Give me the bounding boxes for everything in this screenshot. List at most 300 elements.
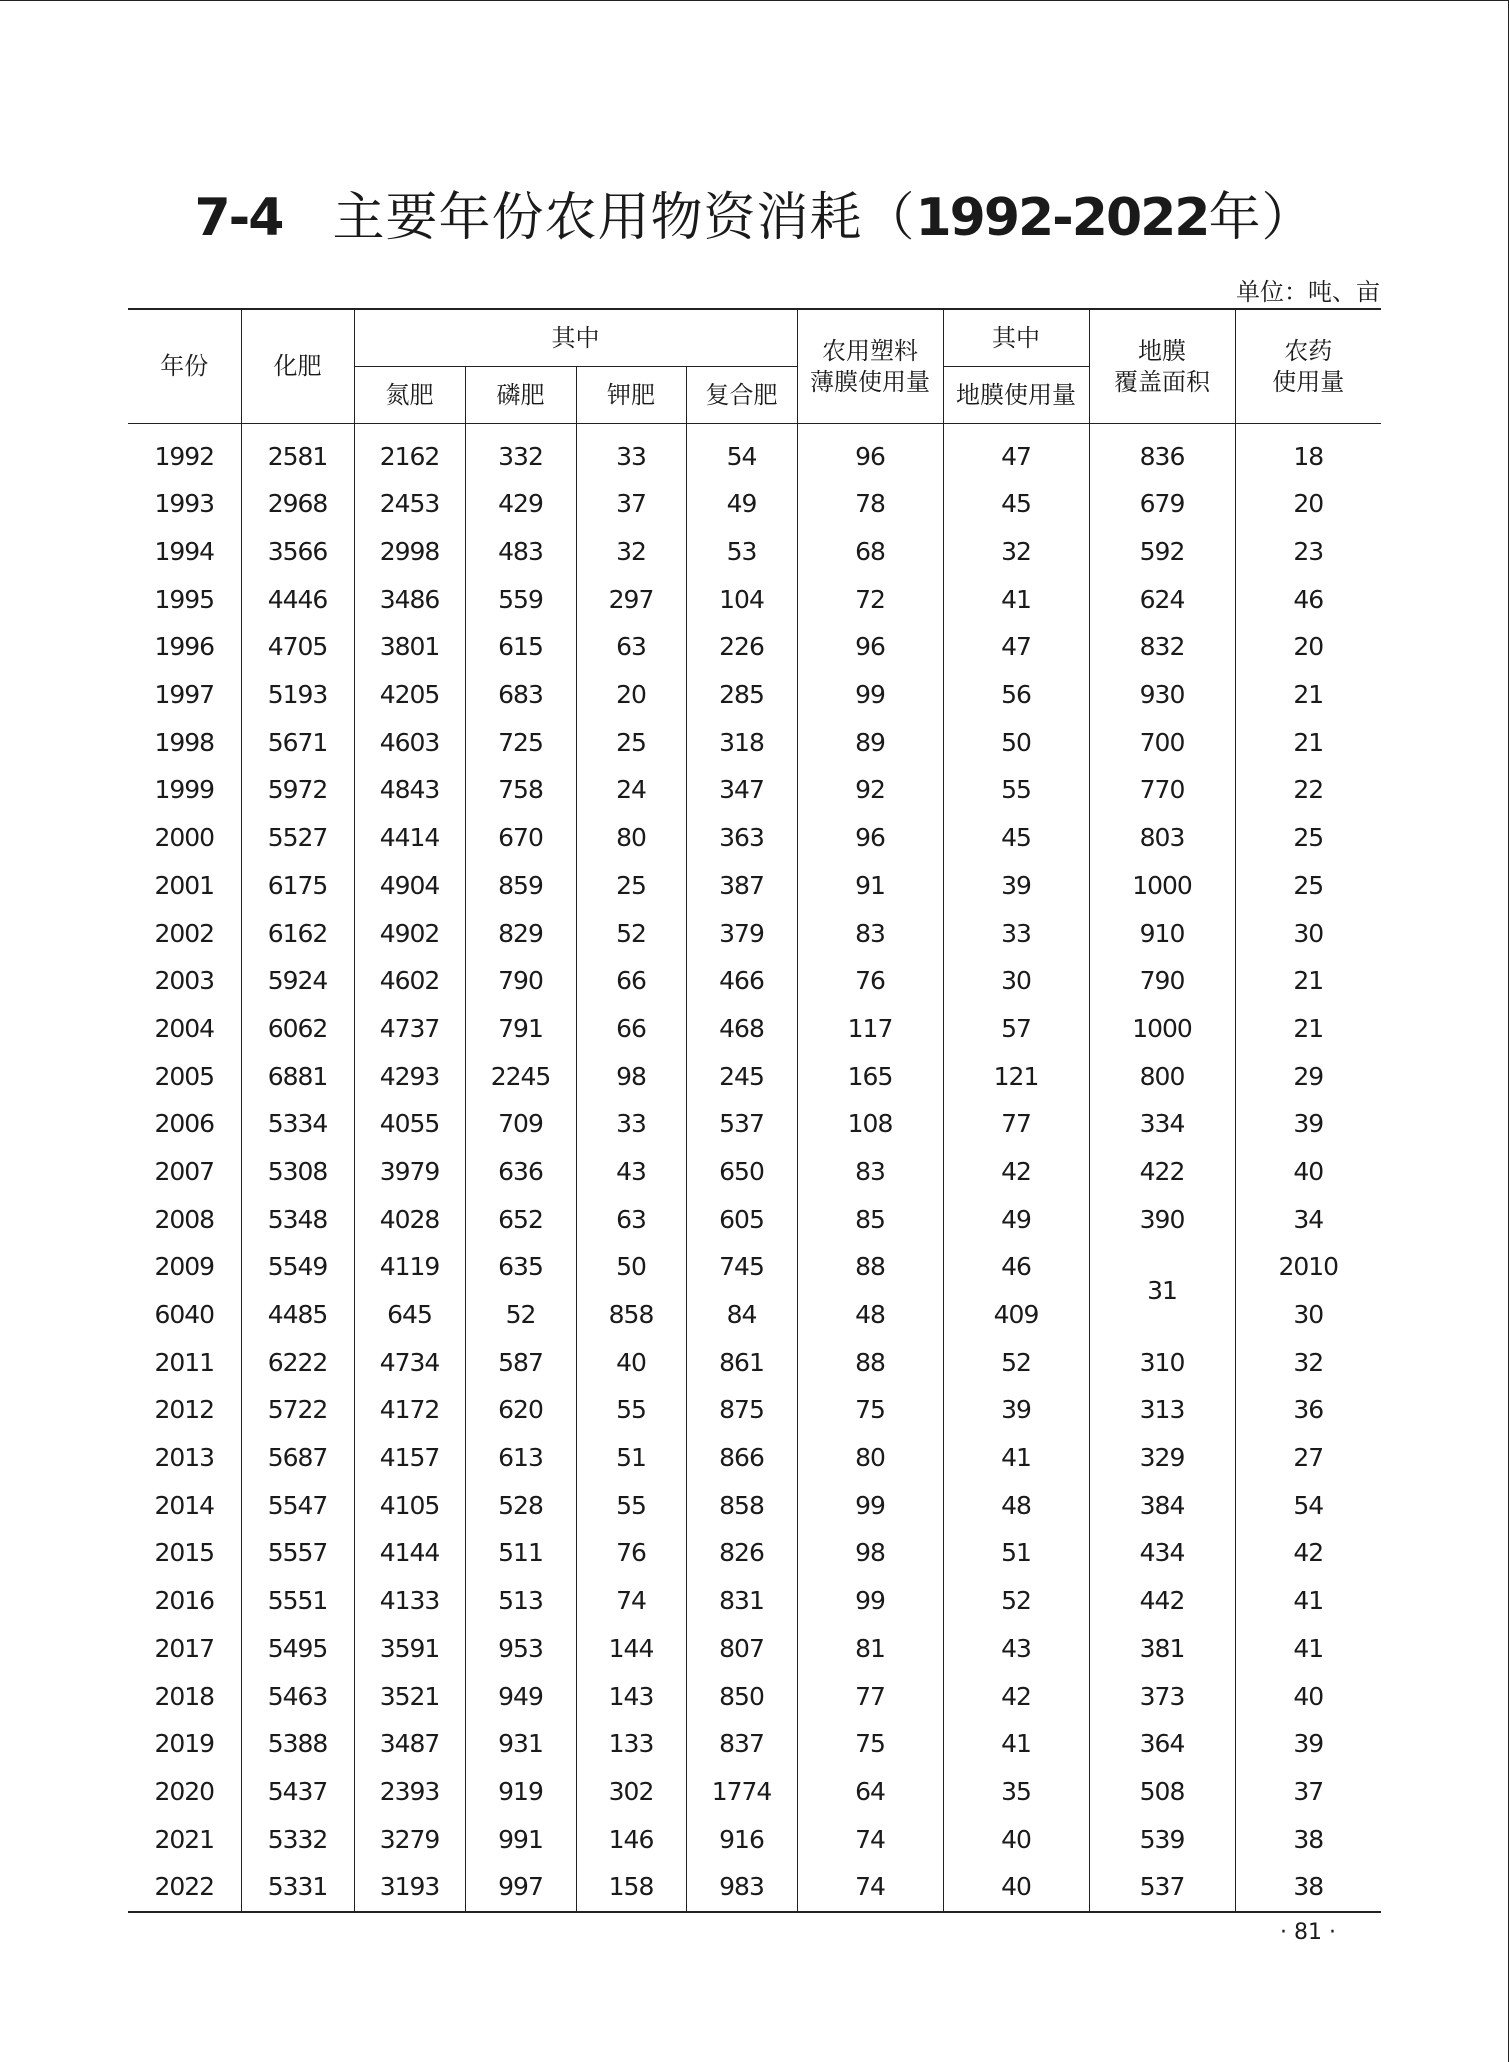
table-cell: 33	[943, 909, 1089, 957]
table-cell: 5671	[241, 718, 354, 766]
table-cell: 636	[465, 1148, 576, 1196]
table-cell: 429	[465, 480, 576, 528]
table-cell: 31	[1089, 1243, 1235, 1338]
table-cell: 51	[943, 1529, 1089, 1577]
table-cell: 99	[797, 1577, 943, 1625]
table-cell: 25	[576, 862, 686, 910]
table-cell: 80	[797, 1434, 943, 1482]
table-cell: 25	[1293, 870, 1324, 900]
table-cell: 74	[797, 1863, 943, 1912]
table-cell: 66	[576, 957, 686, 1005]
table-cell: 364	[1089, 1720, 1235, 1768]
table-cell: 2014	[128, 1481, 241, 1529]
table-cell: 468	[686, 1005, 797, 1053]
table-cell: 4293	[354, 1052, 465, 1100]
table-cell: 37	[1293, 1776, 1324, 1806]
table-cell: 38	[1293, 1824, 1324, 1854]
table-cell: 384	[1089, 1481, 1235, 1529]
table-cell: 47	[943, 424, 1089, 481]
table-cell: 302	[576, 1768, 686, 1816]
table-cell: 21	[1293, 727, 1324, 757]
table-cell: 133	[576, 1720, 686, 1768]
table-row	[128, 1052, 1381, 1100]
table-cell: 41	[1293, 1633, 1324, 1663]
header-of-which-film: 其中	[943, 309, 1089, 367]
table-cell: 592	[1089, 528, 1235, 576]
table-cell: 513	[465, 1577, 576, 1625]
table-cell: 4144	[354, 1529, 465, 1577]
table-cell: 1774	[686, 1768, 797, 1816]
table-cell: 5193	[241, 671, 354, 719]
table-cell: 5348	[241, 1195, 354, 1243]
table-cell: 919	[465, 1768, 576, 1816]
table-cell: 379	[686, 909, 797, 957]
table-cell: 32	[1293, 1347, 1324, 1377]
table-cell: 53	[686, 528, 797, 576]
table-cell: 4133	[354, 1577, 465, 1625]
table-cell: 620	[465, 1386, 576, 1434]
table-cell: 6162	[241, 909, 354, 957]
table-cell: 52	[943, 1338, 1089, 1386]
table-cell: 5551	[241, 1577, 354, 1625]
header-plastic-film-line2: 薄膜使用量	[810, 367, 930, 396]
table-cell: 409	[943, 1291, 1089, 1339]
table-cell: 32	[943, 528, 1089, 576]
table-row	[128, 1481, 1381, 1529]
table-cell: 20	[1293, 632, 1324, 662]
table-cell: 363	[686, 814, 797, 862]
table-cell: 297	[576, 575, 686, 623]
table-cell: 45	[943, 480, 1089, 528]
table-cell: 2009	[128, 1243, 241, 1291]
header-pesticide	[1235, 309, 1381, 424]
table-cell: 5437	[241, 1768, 354, 1816]
table-cell: 4737	[354, 1005, 465, 1053]
table-cell: 74	[576, 1577, 686, 1625]
table-cell: 49	[943, 1195, 1089, 1243]
table-row	[128, 671, 1381, 719]
table-cell: 2021	[128, 1815, 241, 1863]
table-cell: 4157	[354, 1434, 465, 1482]
table-cell: 4028	[354, 1195, 465, 1243]
table-cell: 42	[1293, 1538, 1324, 1568]
table-cell: 22	[1293, 775, 1324, 805]
table-cell: 4734	[354, 1338, 465, 1386]
table-cell: 991	[465, 1815, 576, 1863]
table-cell: 146	[576, 1815, 686, 1863]
table-cell: 2162	[354, 424, 465, 481]
table-cell: 422	[1089, 1148, 1235, 1196]
table-cell: 55	[943, 766, 1089, 814]
table-cell: 29	[1293, 1061, 1324, 1091]
table-cell: 650	[686, 1148, 797, 1196]
header-mulch-area-line1: 地膜	[1138, 336, 1186, 365]
table-cell: 50	[576, 1243, 686, 1291]
table-cell: 68	[797, 528, 943, 576]
header-mulch-area	[1089, 309, 1235, 424]
table-cell: 866	[686, 1434, 797, 1482]
table-cell: 949	[465, 1672, 576, 1720]
title-suffix: 年）	[1208, 188, 1315, 248]
table-cell: 2245	[465, 1052, 576, 1100]
table-cell: 34	[1293, 1204, 1324, 1234]
table-cell: 3193	[354, 1863, 465, 1912]
table-cell: 81	[797, 1625, 943, 1673]
table-cell: 52	[465, 1291, 576, 1339]
table-row	[128, 1195, 1381, 1243]
table-cell: 442	[1089, 1577, 1235, 1625]
table-cell: 39	[1293, 1729, 1324, 1759]
table-cell: 33	[576, 424, 686, 481]
table-cell: 25	[1293, 823, 1324, 853]
table-cell: 5463	[241, 1672, 354, 1720]
table-cell: 559	[465, 575, 576, 623]
table-cell: 52	[576, 909, 686, 957]
table-cell: 41	[943, 1720, 1089, 1768]
table-cell: 226	[686, 623, 797, 671]
table-cell: 56	[943, 671, 1089, 719]
table-cell: 2017	[128, 1625, 241, 1673]
table-cell: 77	[943, 1100, 1089, 1148]
table-cell: 2393	[354, 1768, 465, 1816]
table-cell: 725	[465, 718, 576, 766]
table-cell: 836	[1089, 424, 1235, 481]
table-cell: 528	[465, 1481, 576, 1529]
table-cell: 381	[1089, 1625, 1235, 1673]
table-cell: 332	[465, 424, 576, 481]
table-cell: 96	[797, 814, 943, 862]
table-cell: 39	[943, 862, 1089, 910]
table-row	[128, 623, 1381, 671]
table-cell: 334	[1089, 1100, 1235, 1148]
table-cell: 347	[686, 766, 797, 814]
table-cell: 20	[1293, 489, 1324, 519]
table-cell: 75	[797, 1386, 943, 1434]
table-row	[128, 862, 1381, 910]
table-cell: 1999	[128, 766, 241, 814]
table-cell: 39	[1293, 1109, 1324, 1139]
table-cell: 310	[1089, 1338, 1235, 1386]
table-cell: 41	[943, 1434, 1089, 1482]
table-cell: 2005	[128, 1052, 241, 1100]
table-cell: 373	[1089, 1672, 1235, 1720]
table-cell: 98	[576, 1052, 686, 1100]
table-cell: 42	[943, 1148, 1089, 1196]
title-number: 7-4	[194, 188, 283, 248]
table-row	[128, 1338, 1381, 1386]
table-row	[128, 1863, 1381, 1912]
table-row	[128, 766, 1381, 814]
table-cell: 32	[576, 528, 686, 576]
table-cell: 5924	[241, 957, 354, 1005]
table-cell: 3979	[354, 1148, 465, 1196]
table-row	[128, 1720, 1381, 1768]
table-cell: 1000	[1089, 1005, 1235, 1053]
table-cell: 41	[943, 575, 1089, 623]
table-cell: 318	[686, 718, 797, 766]
table-cell: 37	[576, 480, 686, 528]
table-cell: 2581	[241, 424, 354, 481]
table-cell: 75	[797, 1720, 943, 1768]
table-cell: 679	[1089, 480, 1235, 528]
table-cell: 997	[465, 1863, 576, 1912]
table-cell: 96	[797, 424, 943, 481]
table-cell: 2020	[128, 1768, 241, 1816]
table-cell: 21	[1293, 680, 1324, 710]
table-row	[128, 909, 1381, 957]
table-row	[128, 1100, 1381, 1148]
table-cell: 537	[686, 1100, 797, 1148]
table-cell: 1993	[128, 480, 241, 528]
table-cell: 245	[686, 1052, 797, 1100]
table-row	[128, 528, 1381, 576]
table-cell: 709	[465, 1100, 576, 1148]
table-cell: 1997	[128, 671, 241, 719]
table-cell: 3487	[354, 1720, 465, 1768]
table-row	[128, 1577, 1381, 1625]
table-cell: 63	[576, 1195, 686, 1243]
table-cell: 54	[686, 424, 797, 481]
table-cell: 6040	[128, 1291, 241, 1339]
table-cell: 108	[797, 1100, 943, 1148]
table-cell: 45	[943, 814, 1089, 862]
table-cell: 1992	[128, 424, 241, 481]
table-cell: 1994	[128, 528, 241, 576]
table-cell: 40	[943, 1863, 1089, 1912]
title-text: 主要年份农用物资消耗（	[332, 188, 916, 248]
table-cell: 791	[465, 1005, 576, 1053]
table-cell: 508	[1089, 1768, 1235, 1816]
table-cell: 670	[465, 814, 576, 862]
table-cell: 23	[1293, 537, 1324, 567]
table-cell: 837	[686, 1720, 797, 1768]
table-cell: 3521	[354, 1672, 465, 1720]
table-cell: 6881	[241, 1052, 354, 1100]
table-cell: 2012	[128, 1386, 241, 1434]
table-cell: 2010	[1278, 1252, 1339, 1282]
table-row	[128, 1529, 1381, 1577]
table-cell: 104	[686, 575, 797, 623]
table-cell: 80	[576, 814, 686, 862]
table-cell: 40	[1293, 1681, 1324, 1711]
table-cell: 615	[465, 623, 576, 671]
table-cell: 859	[465, 862, 576, 910]
table-cell: 3486	[354, 575, 465, 623]
table-cell: 4902	[354, 909, 465, 957]
table-cell: 645	[354, 1291, 465, 1339]
table-row	[128, 718, 1381, 766]
table-cell: 2013	[128, 1434, 241, 1482]
table-cell: 42	[943, 1672, 1089, 1720]
table-cell: 1996	[128, 623, 241, 671]
table-cell: 624	[1089, 575, 1235, 623]
table-cell: 5331	[241, 1863, 354, 1912]
table-cell: 64	[797, 1768, 943, 1816]
table-cell: 96	[797, 623, 943, 671]
table-cell: 4602	[354, 957, 465, 1005]
table-row	[128, 1243, 1381, 1291]
table-cell: 21	[1293, 966, 1324, 996]
page-title	[0, 175, 1509, 250]
table-cell: 2968	[241, 480, 354, 528]
header-pesticide-line2: 使用量	[1272, 367, 1345, 396]
table-cell: 25	[576, 718, 686, 766]
table-cell: 1000	[1089, 862, 1235, 910]
table-cell: 76	[576, 1529, 686, 1577]
table-cell: 43	[576, 1148, 686, 1196]
table-cell: 43	[943, 1625, 1089, 1673]
title-years: 1992-2022	[915, 188, 1209, 248]
table-cell: 48	[797, 1291, 943, 1339]
table-cell: 83	[797, 1148, 943, 1196]
table-cell: 829	[465, 909, 576, 957]
table-cell: 4843	[354, 766, 465, 814]
table-cell: 652	[465, 1195, 576, 1243]
table-cell: 313	[1089, 1386, 1235, 1434]
table-cell: 4172	[354, 1386, 465, 1434]
table-row	[128, 1386, 1381, 1434]
table-cell: 953	[465, 1625, 576, 1673]
table-cell: 2008	[128, 1195, 241, 1243]
header-mulch-film: 地膜使用量	[943, 367, 1089, 424]
table-cell: 33	[576, 1100, 686, 1148]
unit-label: 单位：吨、亩	[1236, 278, 1380, 306]
table-cell: 47	[943, 623, 1089, 671]
table-cell: 329	[1089, 1434, 1235, 1482]
table-cell: 466	[686, 957, 797, 1005]
table-row	[128, 814, 1381, 862]
table-row	[128, 1005, 1381, 1053]
table-cell: 5495	[241, 1625, 354, 1673]
table-cell: 165	[797, 1052, 943, 1100]
table-cell: 4603	[354, 718, 465, 766]
table-cell: 36	[1293, 1395, 1324, 1425]
table-cell: 2006	[128, 1100, 241, 1148]
table-cell: 20	[576, 671, 686, 719]
table-cell: 143	[576, 1672, 686, 1720]
table-cell: 770	[1089, 766, 1235, 814]
table-cell: 4414	[354, 814, 465, 862]
table-cell: 916	[686, 1815, 797, 1863]
header-of-which-fertilizer: 其中	[354, 309, 797, 367]
table-cell: 387	[686, 862, 797, 910]
table-cell: 539	[1089, 1815, 1235, 1863]
table-row	[128, 957, 1381, 1005]
table-cell: 3566	[241, 528, 354, 576]
table-cell: 5527	[241, 814, 354, 862]
table-cell: 910	[1089, 909, 1235, 957]
table-cell: 2011	[128, 1338, 241, 1386]
table-cell: 483	[465, 528, 576, 576]
page-border-top	[0, 0, 1509, 1]
table-cell: 55	[576, 1386, 686, 1434]
table-cell: 285	[686, 671, 797, 719]
table-cell: 803	[1089, 814, 1235, 862]
table-cell: 30	[943, 957, 1089, 1005]
header-potash: 钾肥	[576, 367, 686, 424]
table-cell: 850	[686, 1672, 797, 1720]
table-cell: 832	[1089, 623, 1235, 671]
table-cell: 40	[576, 1338, 686, 1386]
table-cell: 537	[1089, 1863, 1235, 1912]
table-cell: 4485	[241, 1291, 354, 1339]
table-row	[128, 1148, 1381, 1196]
table-cell: 4446	[241, 575, 354, 623]
table-cell: 117	[797, 1005, 943, 1053]
table-cell: 5557	[241, 1529, 354, 1577]
table-row	[128, 1768, 1381, 1816]
table-cell: 38	[1235, 1863, 1381, 1912]
table-cell: 21	[1293, 1013, 1324, 1043]
table-cell: 3591	[354, 1625, 465, 1673]
table-cell: 89	[797, 718, 943, 766]
table-cell: 700	[1089, 718, 1235, 766]
table-cell: 5388	[241, 1720, 354, 1768]
table-cell: 24	[576, 766, 686, 814]
table-cell: 92	[797, 766, 943, 814]
table-cell: 5687	[241, 1434, 354, 1482]
table-cell: 51	[576, 1434, 686, 1482]
table-cell: 790	[1089, 957, 1235, 1005]
table-cell: 807	[686, 1625, 797, 1673]
table-cell: 2004	[128, 1005, 241, 1053]
table-cell: 511	[465, 1529, 576, 1577]
table-cell: 4119	[354, 1243, 465, 1291]
table-cell: 4904	[354, 862, 465, 910]
table-cell: 121	[943, 1052, 1089, 1100]
table-cell: 5547	[241, 1481, 354, 1529]
table-cell: 930	[1089, 671, 1235, 719]
header-plastic-film-line1: 农用塑料	[822, 336, 918, 365]
table-body	[128, 424, 1381, 1912]
table-row	[128, 1815, 1381, 1863]
table-cell: 6062	[241, 1005, 354, 1053]
table-cell: 2001	[128, 862, 241, 910]
page-number: · 81 ·	[1280, 1920, 1336, 1945]
table-cell: 858	[686, 1481, 797, 1529]
table-cell: 63	[576, 623, 686, 671]
table-cell: 74	[797, 1815, 943, 1863]
table-cell: 983	[686, 1863, 797, 1912]
table-cell: 30	[1293, 918, 1324, 948]
table-cell: 635	[465, 1243, 576, 1291]
table-cell: 66	[576, 1005, 686, 1053]
table-cell: 5334	[241, 1100, 354, 1148]
table-cell: 99	[797, 1481, 943, 1529]
table-cell: 40	[1293, 1156, 1324, 1186]
table-cell: 2016	[128, 1577, 241, 1625]
table-cell: 48	[943, 1481, 1089, 1529]
table-cell: 77	[797, 1672, 943, 1720]
header-plastic-film	[797, 309, 943, 424]
header-pesticide-line1: 农药	[1284, 336, 1333, 365]
table-cell: 5332	[241, 1815, 354, 1863]
table-cell: 88	[797, 1243, 943, 1291]
table-cell: 390	[1089, 1195, 1235, 1243]
table-cell: 27	[1293, 1443, 1324, 1473]
table-cell: 55	[576, 1481, 686, 1529]
table-cell: 57	[943, 1005, 1089, 1053]
table-cell: 800	[1089, 1052, 1235, 1100]
table-cell: 6222	[241, 1338, 354, 1386]
table-cell: 5308	[241, 1148, 354, 1196]
table-row	[128, 424, 1381, 481]
table-cell: 2000	[128, 814, 241, 862]
table-row	[128, 575, 1381, 623]
table-cell: 4205	[354, 671, 465, 719]
table-cell: 858	[576, 1291, 686, 1339]
table-row	[128, 1625, 1381, 1673]
